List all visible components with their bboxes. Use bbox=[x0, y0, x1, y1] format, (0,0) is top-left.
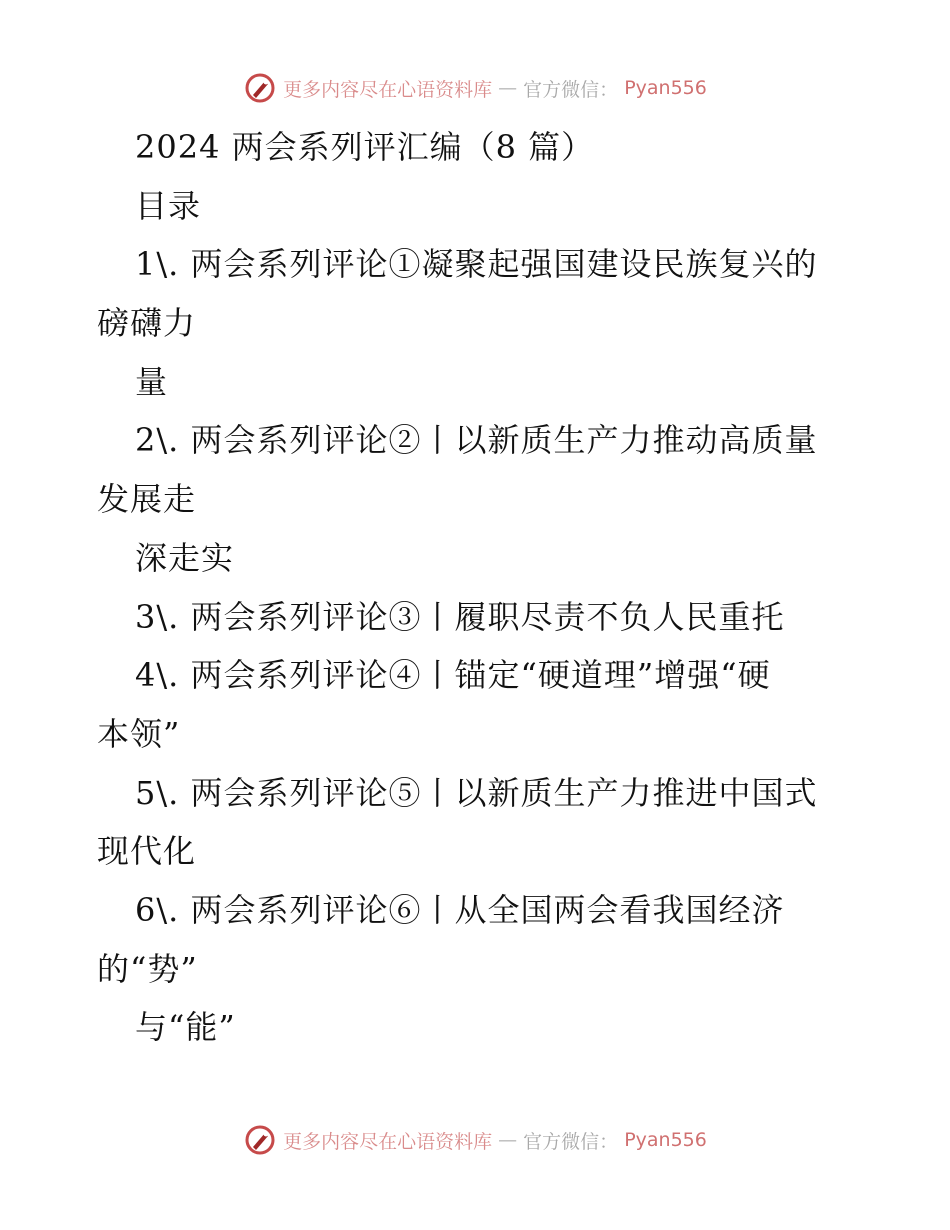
watermark-separator: — bbox=[498, 77, 518, 99]
toc-line: 深走实 bbox=[135, 538, 235, 577]
toc-line: 与“能” bbox=[135, 1008, 236, 1047]
toc-line: 量 bbox=[135, 362, 169, 401]
toc-heading: 目录 bbox=[135, 186, 202, 225]
toc-line: 3\. 两会系列评论③丨履职尽责不负人民重托 bbox=[135, 597, 785, 636]
pen-nib-logo-icon bbox=[243, 71, 277, 105]
watermark-wechat-id: Pyan556 bbox=[624, 1129, 707, 1151]
toc-line: 5\. 两会系列评论⑤丨以新质生产力推进中国式 bbox=[135, 773, 818, 812]
watermark-text: 更多内容尽在心语资料库 bbox=[283, 78, 493, 101]
toc-line: 4\. 两会系列评论④丨锚定“硬道理”增强“硬 bbox=[135, 656, 771, 695]
watermark-wechat-id: Pyan556 bbox=[624, 77, 707, 99]
pen-nib-logo-icon bbox=[243, 1123, 277, 1157]
toc-line: 本领” bbox=[97, 714, 181, 753]
toc-line: 现代化 bbox=[97, 832, 197, 871]
header-watermark bbox=[0, 68, 950, 108]
toc-line: 6\. 两会系列评论⑥丨从全国两会看我国经济 bbox=[135, 890, 785, 929]
document-title: 2024 两会系列评汇编（8 篇） bbox=[135, 128, 595, 166]
toc-line: 2\. 两会系列评论②丨以新质生产力推动高质量 bbox=[135, 421, 818, 460]
toc-line: 1\. 两会系列评论①凝聚起强国建设民族复兴的 bbox=[135, 245, 818, 284]
watermark-separator: — bbox=[498, 1129, 518, 1151]
toc-line: 的“势” bbox=[97, 949, 198, 988]
footer-watermark bbox=[0, 1120, 950, 1160]
watermark-official-label: 官方微信： bbox=[523, 78, 619, 101]
watermark-text: 更多内容尽在心语资料库 bbox=[283, 1130, 493, 1153]
toc-line: 磅礴力 bbox=[97, 304, 197, 343]
toc-line: 发展走 bbox=[97, 480, 197, 519]
table-of-contents bbox=[97, 235, 857, 1057]
document-body bbox=[97, 118, 857, 1057]
watermark-official-label: 官方微信： bbox=[523, 1130, 619, 1153]
